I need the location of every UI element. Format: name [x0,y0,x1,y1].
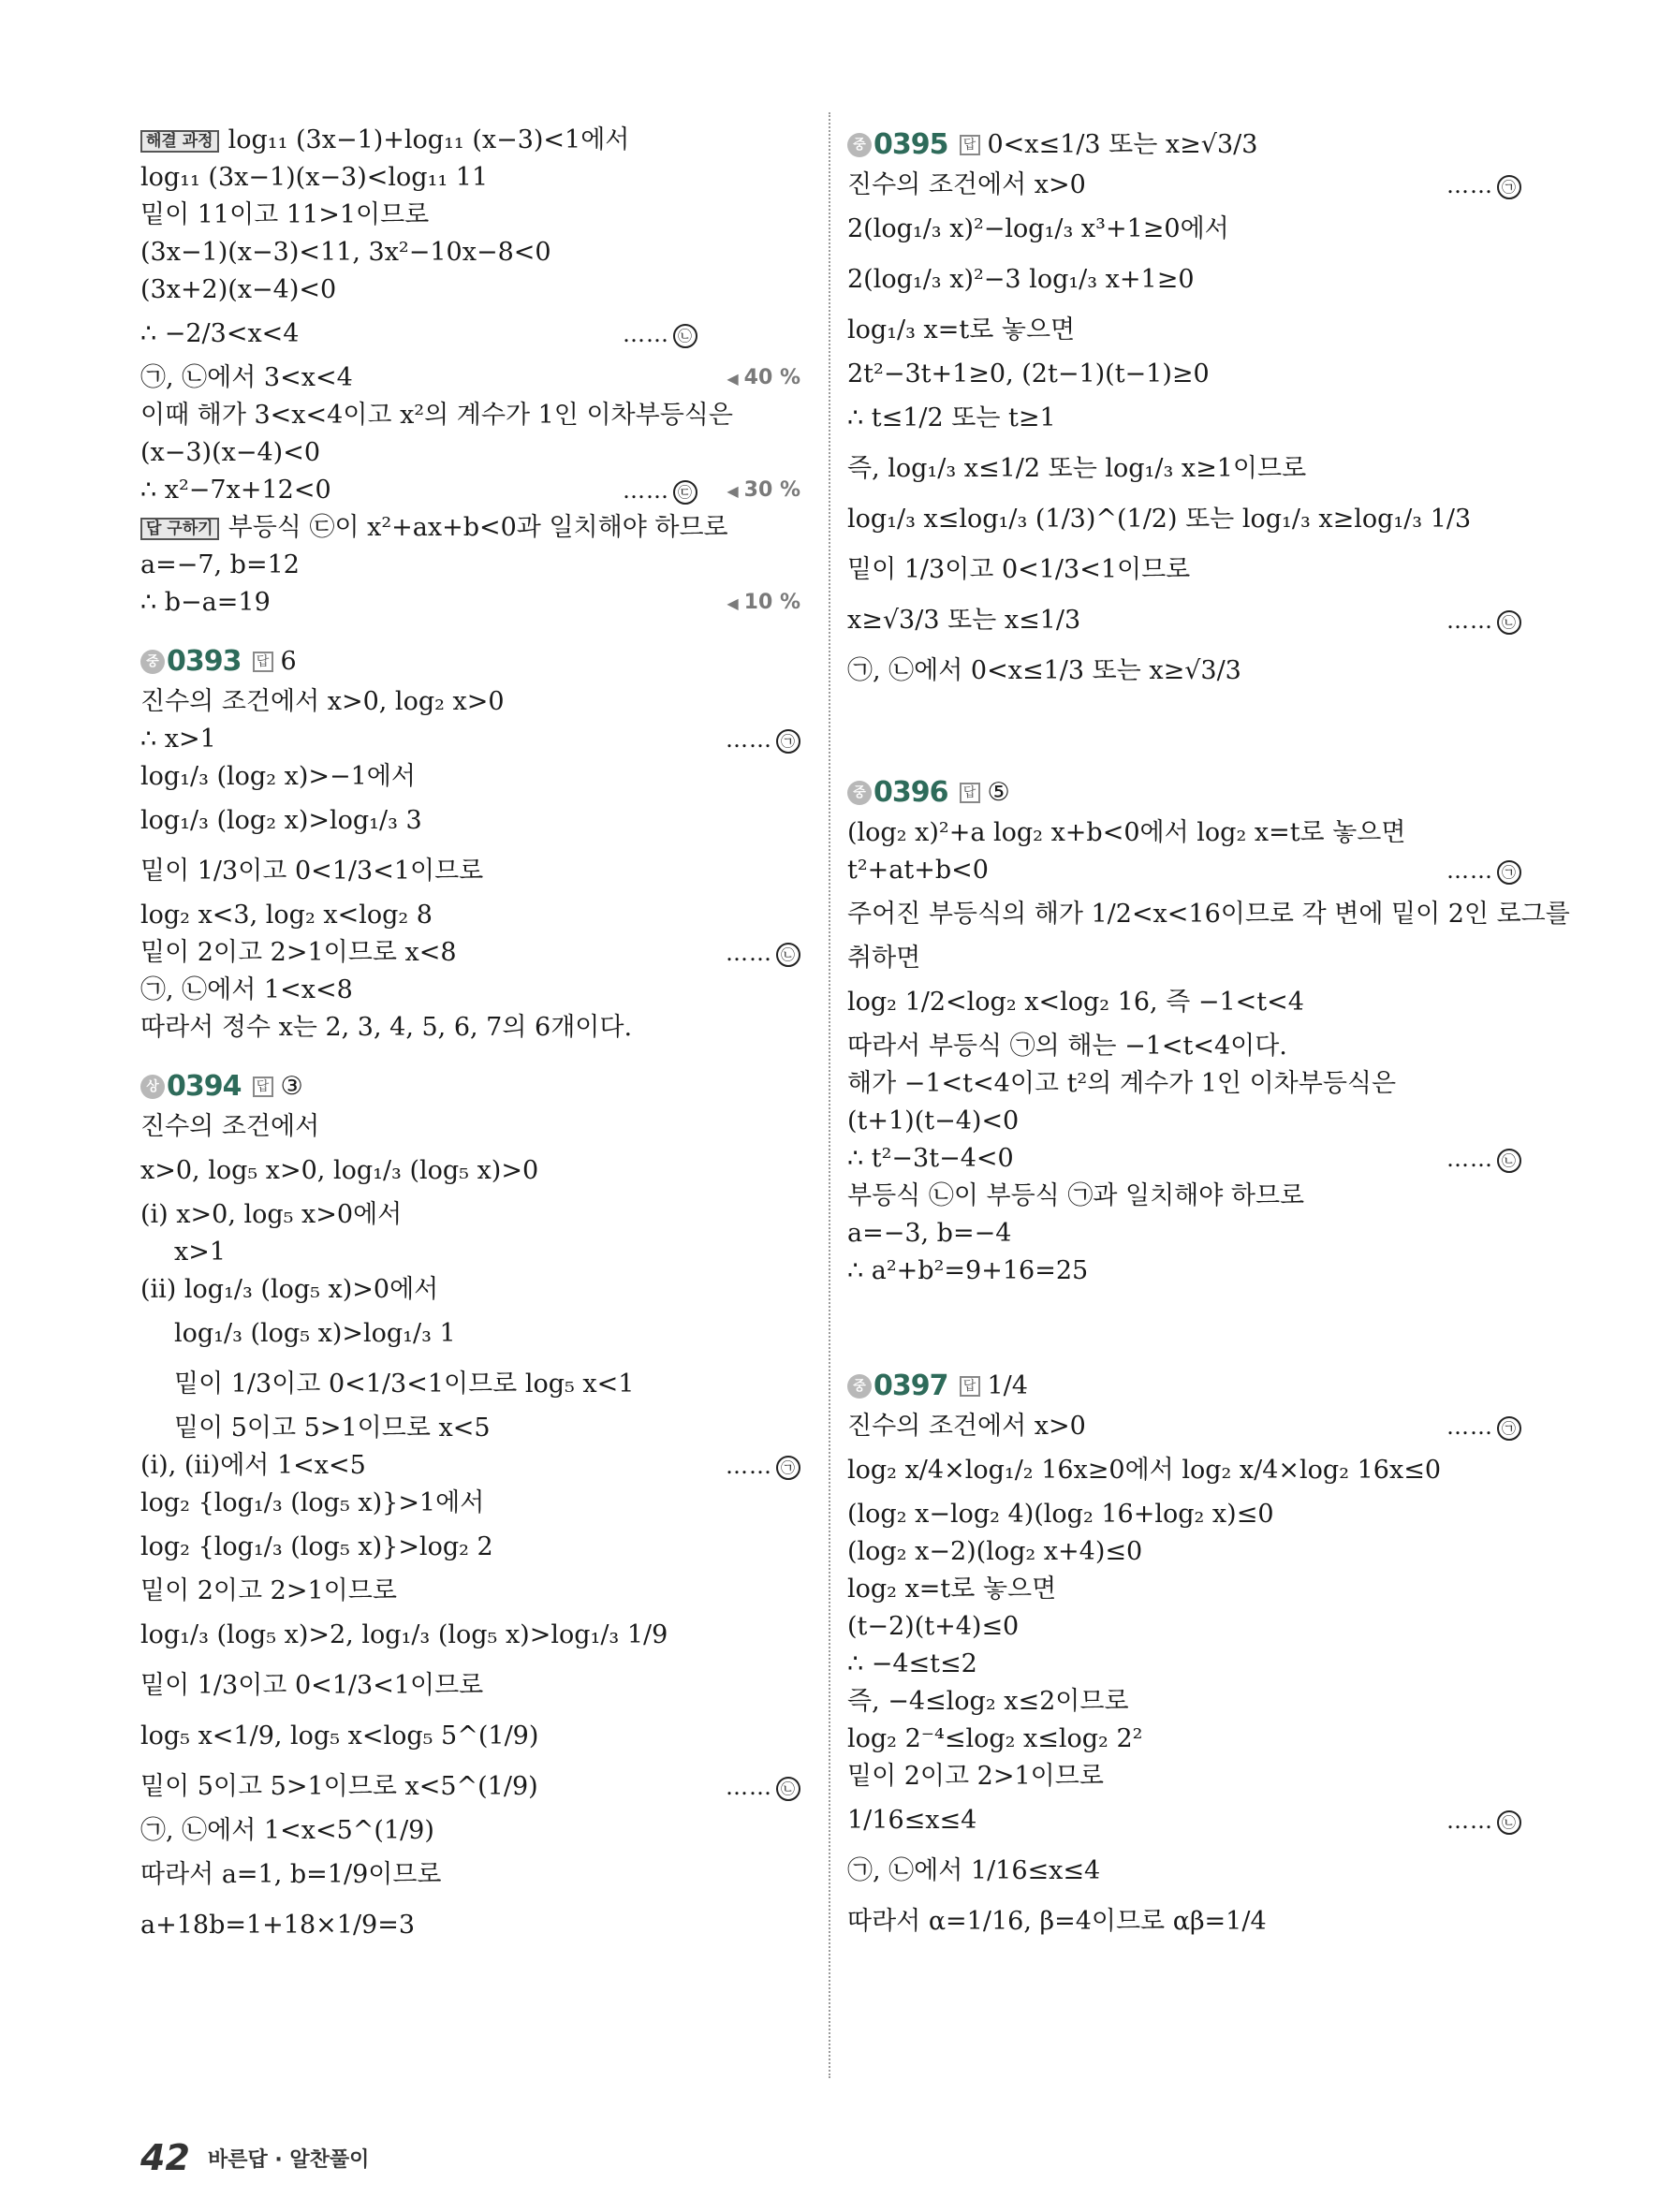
problem-header-0397 [847,1363,1521,1408]
problem-header-0393 [140,638,800,683]
solution-line: 답 구하기 부등식 ㉢이 x²+ax+b<0과 일치해야 하므로 [140,509,800,547]
solution-line: log₁/₃ (log₂ x)>log₁/₃ 3 [140,806,422,835]
solution-line: 부등식 ㉡이 부등식 ㉠과 일치해야 하므로 [847,1181,1305,1210]
level-badge: 중 [847,133,872,157]
level-badge: 상 [140,1075,165,1099]
solution-line: 2(log₁/₃ x)²−3 log₁/₃ x+1≥0 [847,265,1195,294]
marker-b: …… ㉡ [726,934,800,972]
score-percent: ◀ 30 % [727,478,800,502]
marker-b: …… ㉡ [726,1762,800,1812]
solution-line: ∴ t≤1/2 또는 t≥1 [847,403,1056,432]
marker-a: …… ㉠ [726,721,800,758]
solution-line: 따라서 α=1/16, β=4이므로 αβ=1/4 [847,1907,1267,1936]
problem-number: 0396 [874,775,948,809]
solution-line: log₂ {log₁/₃ (log₅ x)}>1에서 [140,1488,485,1517]
problem-number: 0394 [167,1069,242,1103]
solution-line: x≥√3/3 또는 x≤1/3 …… ㉡ [847,595,1521,646]
page-footer [140,2137,369,2178]
solution-line: (log₂ x−2)(log₂ x+4)≤0 [847,1537,1143,1566]
problem-number: 0397 [874,1369,948,1402]
solution-line: log₂ {log₁/₃ (log₅ x)}>log₂ 2 [140,1532,493,1561]
marker-b: …… ㉡ [1446,1795,1521,1846]
marker-a: …… ㉠ [726,1447,800,1485]
level-badge: 중 [140,650,165,674]
solution-line: a=−7, b=12 [140,550,300,579]
marker-b: …… ㉡ [623,309,697,359]
solution-line: (ⅰ) x>0, log₅ x>0에서 [140,1200,403,1229]
solution-line: a+18b=1+18×1/9=3 [140,1911,416,1940]
level-badge: 중 [847,781,872,805]
solution-line: 즉, log₁/₃ x≤1/2 또는 log₁/₃ x≥1이므로 [847,454,1307,483]
level-badge: 중 [847,1374,872,1399]
solution-line: log₁/₃ x=t로 놓으면 [847,315,1076,344]
solution-line: a=−3, b=−4 [847,1219,1012,1248]
solution-line: ∴ b−a=19 ◀ 10 % [140,584,800,622]
solution-line: ㉠, ㉡에서 1<x<5^(1/9) [140,1816,434,1845]
answer-icon: 답 [253,652,273,672]
solution-line: 밑이 1/3이고 0<1/3<1이므로 [140,1671,484,1700]
solution-line: 밑이 11이고 11>1이므로 [140,200,430,229]
solution-line: log₁/₃ x≤log₁/₃ (1/3)^(1/2) 또는 log₁/₃ x≥log₁/₃ 1/3 [847,505,1472,534]
marker-c: …… ㉢ [623,472,697,509]
solution-line: 진수의 조건에서 [140,1112,320,1141]
solution-line: 이때 해가 3<x<4이고 x²의 계수가 1인 이차부등식은 [140,401,733,430]
solution-line: log₂ 1/2<log₂ x<log₂ 16, 즉 −1<t<4 [847,988,1304,1017]
solution-line: 밑이 2이고 2>1이므로 [140,1576,397,1605]
solution-line: 취하면 [847,944,921,973]
solution-line: 즉, −4≤log₂ x≤2이므로 [847,1687,1129,1716]
solution-line: 밑이 2이고 2>1이므로 [847,1762,1104,1791]
solution-line: ㉠, ㉡에서 1<x<8 [140,975,353,1004]
solution-line: log₁₁ (3x−1)(x−3)<log₁₁ 11 [140,163,489,192]
solution-line: ㉠, ㉡에서 0<x≤1/3 또는 x≥√3/3 [847,656,1241,685]
solution-line: 진수의 조건에서 x>0, log₂ x>0 [140,687,505,716]
marker-a: …… ㉠ [1446,1408,1521,1445]
solution-line: (t−2)(t+4)≤0 [847,1612,1020,1641]
solution-line: log₂ x<3, log₂ x<log₂ 8 [140,901,433,930]
solution-line: log₂ 2⁻⁴≤log₂ x≤log₂ 2² [847,1724,1143,1753]
solution-line: ∴ −2/3<x<4 …… ㉡ [140,309,800,359]
book-title: 바른답 · 알찬풀이 [207,2147,370,2172]
page-number: 42 [140,2137,190,2178]
solution-line: log₁/₃ (log₅ x)>2, log₁/₃ (log₅ x)>log₁/₃ 1/9 [140,1620,668,1649]
solution-line: (ⅰ), (ⅱ)에서 1<x<5 …… ㉠ [140,1447,800,1485]
solution-line: 따라서 a=1, b=1/9이므로 [140,1860,442,1889]
solution-line: ∴ x²−7x+12<0 …… ㉢ ◀ 30 % [140,472,800,509]
answer-icon: 답 [253,1077,273,1097]
solution-line: 진수의 조건에서 x>0 …… ㉠ [847,1408,1521,1445]
solution-line: 밑이 1/3이고 0<1/3<1이므로 [140,857,484,886]
solution-line: (log₂ x−log₂ 4)(log₂ 16+log₂ x)≤0 [847,1500,1274,1529]
problem-answer: ③ [280,1071,303,1101]
solution-line: log₅ x<1/9, log₅ x<log₅ 5^(1/9) [140,1721,539,1751]
solution-line: (log₂ x)²+a log₂ x+b<0에서 log₂ x=t로 놓으면 [847,818,1406,847]
solution-line: x>0, log₅ x>0, log₁/₃ (log₅ x)>0 [140,1156,539,1185]
solution-line: 밑이 1/3이고 0<1/3<1이므로 [847,555,1191,584]
solution-line: t²+at+b<0 …… ㉠ [847,852,1521,889]
solution-line: x>1 [174,1238,227,1267]
solution-line: 밑이 2이고 2>1이므로 x<8 …… ㉡ [140,934,800,972]
answer-tag: 답 구하기 [140,518,219,540]
solution-line: 진수의 조건에서 x>0 …… ㉠ [847,167,1521,204]
solution-line: 밑이 5이고 5>1이므로 x<5^(1/9) …… ㉡ [140,1762,800,1812]
score-percent: ◀ 10 % [727,591,800,614]
problem-answer: 1/4 [987,1370,1028,1400]
solution-line: 따라서 부등식 ㉠의 해는 −1<t<4이다. [847,1032,1287,1061]
solution-line: (3x−1)(x−3)<11, 3x²−10x−8<0 [140,238,551,267]
solution-line: ∴ x>1 …… ㉠ [140,721,800,758]
solution-line: log₂ x/4×log₁/₂ 16x≥0에서 log₂ x/4×log₂ 16x≤0 [847,1456,1442,1485]
solution-line: 밑이 1/3이고 0<1/3<1이므로 log₅ x<1 [174,1370,635,1399]
solution-line: 2(log₁/₃ x)²−log₁/₃ x³+1≥0에서 [847,214,1229,243]
solution-line: 해가 −1<t<4이고 t²의 계수가 1인 이차부등식은 [847,1069,1397,1098]
problem-header-0394 [140,1063,800,1108]
solution-line: 밑이 5이고 5>1이므로 x<5 [174,1414,491,1443]
solve-process-tag: 해결 과정 [140,130,219,153]
marker-a: …… ㉠ [1446,167,1521,204]
solution-line: 해결 과정 log₁₁ (3x−1)+log₁₁ (x−3)<1에서 [140,122,800,159]
marker-a: …… ㉠ [1446,852,1521,889]
solution-line: ㉠, ㉡에서 1/16≤x≤4 [847,1856,1101,1885]
marker-b: …… ㉡ [1446,595,1521,646]
solution-line: 주어진 부등식의 해가 1/2<x<16이므로 각 변에 밑이 2인 로그를 [847,900,1570,929]
solution-line: ∴ −4≤t≤2 [847,1649,977,1678]
problem-answer: 6 [280,646,297,676]
solution-line: log₁/₃ (log₅ x)>log₁/₃ 1 [174,1319,456,1348]
solution-line: (x−3)(x−4)<0 [140,438,320,467]
right-column [847,122,1570,1947]
problem-number: 0395 [874,127,948,161]
solution-line: (t+1)(t−4)<0 [847,1106,1020,1135]
solution-line: (ⅱ) log₁/₃ (log₅ x)>0에서 [140,1275,439,1304]
problem-number: 0393 [167,644,242,678]
problem-answer: 0<x≤1/3 또는 x≥√3/3 [987,129,1258,159]
answer-icon: 답 [960,1376,980,1397]
solution-line: 2t²−3t+1≥0, (2t−1)(t−1)≥0 [847,359,1210,388]
marker-b: …… ㉡ [1446,1140,1521,1178]
problem-answer: ⑤ [987,777,1010,807]
solution-line: log₂ x=t로 놓으면 [847,1575,1057,1604]
solution-line: ∴ a²+b²=9+16=25 [847,1256,1089,1285]
problem-header-0396 [847,769,1521,814]
answer-icon: 답 [960,783,980,803]
score-percent: ◀ 40 % [727,366,800,389]
left-column [140,122,800,1951]
solution-line: ∴ t²−3t−4<0 …… ㉡ [847,1140,1521,1178]
solution-line: 1/16≤x≤4 …… ㉡ [847,1795,1521,1846]
solution-line: log₁/₃ (log₂ x)>−1에서 [140,762,416,791]
column-divider [829,112,830,2078]
problem-header-0395 [847,122,1521,167]
answer-icon: 답 [960,135,980,155]
solution-line: ㉠, ㉡에서 3<x<4 ◀ 40 % [140,359,800,397]
solution-line: 따라서 정수 x는 2, 3, 4, 5, 6, 7의 6개이다. [140,1013,633,1042]
solution-line: (3x+2)(x−4)<0 [140,275,337,304]
